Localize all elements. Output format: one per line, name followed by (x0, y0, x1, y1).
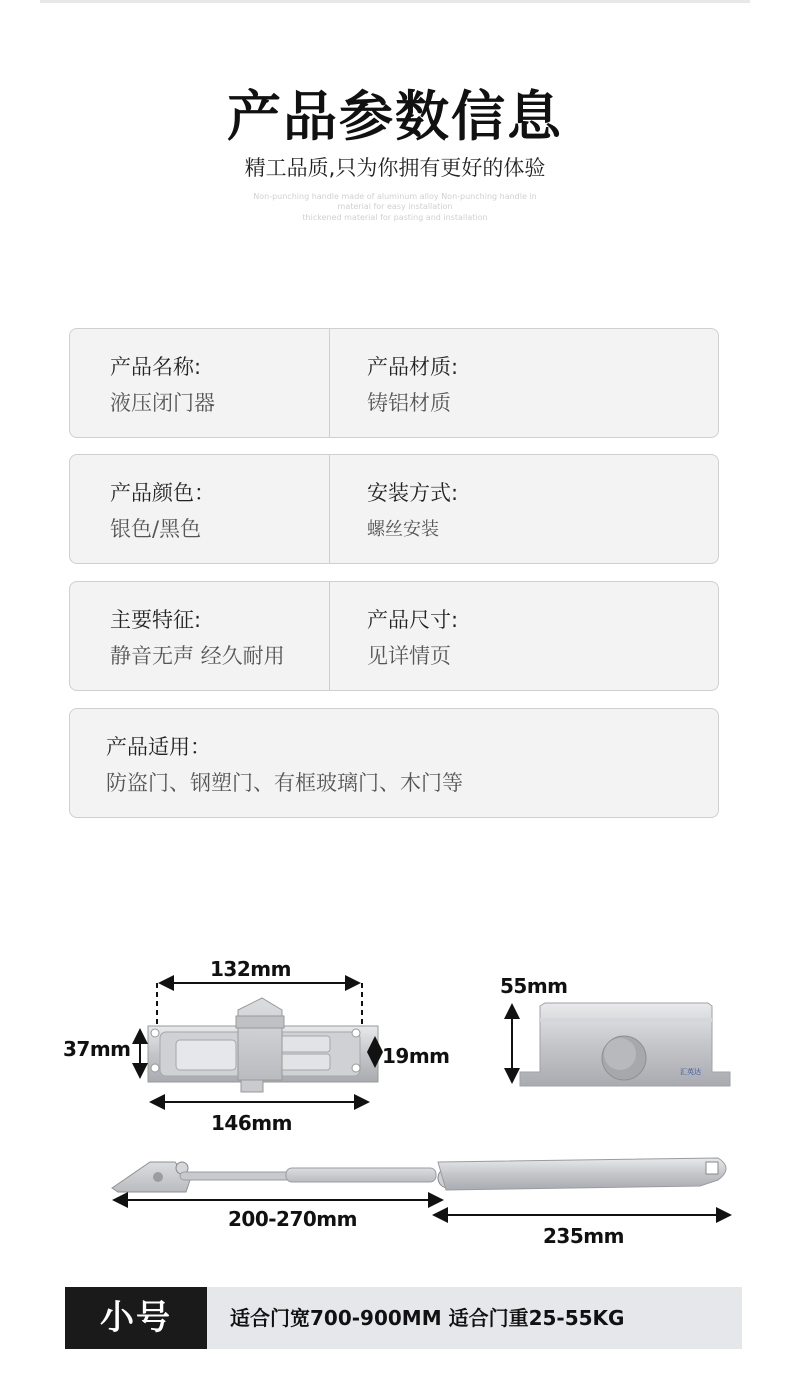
param-card-feature-size (69, 581, 719, 691)
english-caption-line: thickened material for pasting and installation (302, 213, 488, 222)
dim-arm-right: 235mm (543, 1224, 624, 1248)
english-caption-line: material for easy installation (337, 202, 453, 211)
param-card-color-install (69, 454, 719, 564)
param-value: 铸铝材质 (367, 391, 451, 415)
param-label: 主要特征: (110, 608, 202, 632)
param-label: 安装方式: (367, 481, 459, 505)
param-value: 防盗门、钢塑门、有框玻璃门、木门等 (106, 771, 463, 795)
size-spec-text: 适合门宽700-900MM 适合门重25-55KG (230, 1306, 625, 1330)
brand-mark: 汇英达 (680, 1068, 701, 1076)
card-divider (329, 329, 330, 437)
page-title: 产品参数信息 (227, 85, 563, 148)
dimension-diagram (0, 940, 790, 1260)
dim-top-width: 132mm (210, 957, 291, 981)
english-caption-line: Non-punching handle made of aluminum alloy Non-punching handle in (253, 192, 537, 201)
card-divider (329, 582, 330, 690)
product-drawing (0, 940, 790, 1260)
top-divider (40, 0, 750, 3)
dim-inner-height: 19mm (382, 1044, 450, 1068)
dim-bottom-width: 146mm (211, 1111, 292, 1135)
param-label: 产品颜色： (110, 481, 215, 505)
param-value: 螺丝安装 (367, 519, 439, 540)
closer-arm (112, 1158, 730, 1215)
dim-left-height: 37mm (63, 1037, 131, 1061)
param-value: 静音无声 经久耐用 (110, 644, 285, 668)
param-label: 产品尺寸: (367, 608, 459, 632)
param-card-name-material (69, 328, 719, 438)
param-value: 液压闭门器 (110, 391, 215, 415)
card-divider (329, 455, 330, 563)
param-value: 银色/黑色 (110, 517, 202, 541)
size-badge: 小号 (65, 1287, 207, 1349)
param-label: 产品适用： (106, 735, 211, 759)
param-value: 见详情页 (367, 644, 451, 668)
page-subtitle: 精工品质,只为你拥有更好的体验 (244, 156, 546, 180)
param-label: 产品名称: (110, 355, 202, 379)
size-spec-bar (65, 1287, 742, 1349)
dim-side-height: 55mm (500, 974, 568, 998)
param-card-applicable (69, 708, 719, 818)
param-label: 产品材质: (367, 355, 459, 379)
dim-arm-left: 200-270mm (228, 1207, 357, 1231)
closer-top-view (140, 983, 378, 1102)
